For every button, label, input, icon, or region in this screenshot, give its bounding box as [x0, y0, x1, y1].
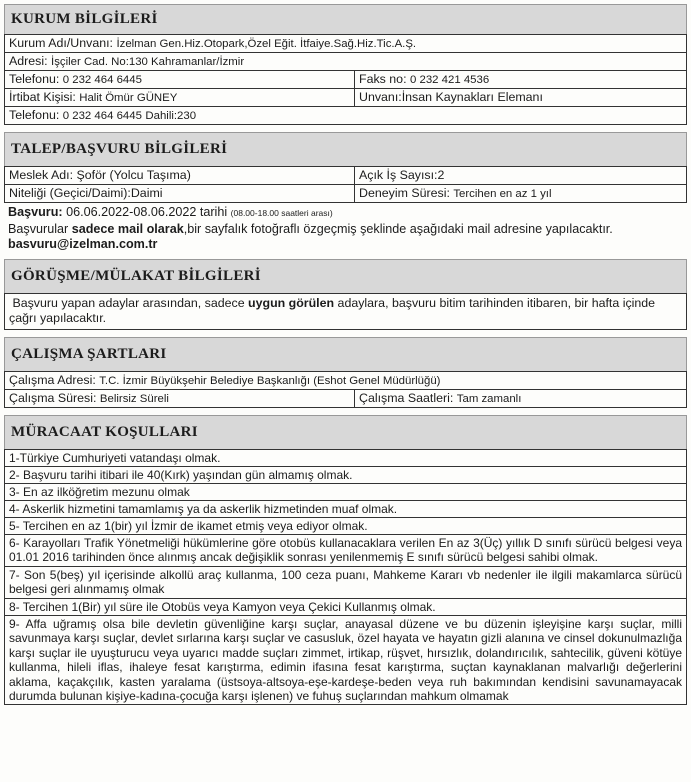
calisma-saat-value: Tam zamanlı [456, 392, 522, 405]
kurum-telefon2-value: 0 232 464 6445 [62, 110, 142, 122]
calisma-saat-cell [355, 389, 687, 407]
kurum-dahili-label: Dahili: [145, 110, 178, 122]
calisma-table [4, 371, 687, 408]
calisma-adres-value: T.C. İzmir Büyükşehir Belediye Başkanlığı (Eshot Genel Müdürlüğü) [99, 374, 441, 387]
section-title: MÜRACAAT KOŞULLARI [11, 423, 198, 440]
kurum-adres-label: Adresi: [9, 54, 48, 68]
mail-instruction-start: Başvurular [8, 221, 69, 236]
niteligi-label: Niteliği (Geçici/Daimi): [9, 186, 131, 200]
calisma-saat-label: Çalışma Saatleri: [359, 390, 454, 405]
job-posting-document [4, 4, 687, 780]
acik-is-label: Açık İş Sayısı: [359, 168, 438, 182]
deneyim-label: Deneyim Süresi: [359, 186, 450, 200]
section-title: GÖRÜŞME/MÜLAKAT BİLGİLERİ [11, 267, 261, 284]
kurum-irtibat-label: İrtibat Kişisi: [9, 90, 76, 104]
section-header-muracaat [4, 415, 687, 449]
condition-item: 8- Tercihen 1(Bir) yıl süre ile Otobüs veya Kamyon veya Çekici Kullanmış olmak. [5, 598, 687, 615]
gorusme-text-line2: çağrı yapılacaktır. [9, 310, 107, 325]
gorusme-text-cell [5, 293, 687, 329]
kurum-unvan-label: Unvanı: [359, 90, 402, 104]
gorusme-text-start: Başvuru yapan adaylar arasından, sadece [12, 295, 245, 310]
gorusme-text-bold: uygun görülen [248, 295, 335, 310]
section-title: KURUM BİLGİLERİ [11, 11, 158, 27]
kurum-dahili-value: 230 [177, 110, 197, 122]
deneyim-value: Tercihen en az 1 yıl [453, 188, 552, 200]
kurum-adres-row [5, 53, 687, 71]
gorusme-table [4, 293, 687, 330]
calisma-adres-label: Çalışma Adresi: [9, 372, 96, 387]
kurum-telefon-value: 0 232 464 6445 [62, 74, 142, 86]
condition-item: 5- Tercihen en az 1(bir) yıl İzmir de ikamet etmiş veya ediyor olmak. [5, 517, 687, 534]
meslek-value: Şoför (Yolcu Taşıma) [76, 168, 191, 182]
acik-is-cell [355, 167, 687, 185]
mail-address-link[interactable]: basvuru@izelman.com.tr [8, 237, 158, 251]
kurum-irtibat-cell [5, 89, 355, 107]
calisma-adres-row [5, 371, 687, 389]
meslek-label: Meslek Adı: [9, 168, 74, 182]
condition-item: 2- Başvuru tarihi itibari ile 40(Kırk) yaşından gün almamış olmak. [5, 466, 687, 483]
basvuru-info [4, 203, 687, 253]
condition-item: 6- Karayolları Trafik Yönetmeliği hükümlerine göre otobüs kullanacaklara verilen En az 3(Üç) yıllık D sınıfı sürücü belgesi veya 01.01 2016 tarihinden önce alınmış ancak değişiklik sonrası yenilenmemiş E sınıfı sürücü belgesi sahibi olmak. [5, 534, 687, 566]
gorusme-text-end: adaylara, başvuru bitim tarihinden itibaren, bir hafta içinde [337, 295, 656, 310]
meslek-cell [5, 167, 355, 185]
acik-is-value: 2 [437, 168, 445, 182]
niteligi-cell [5, 185, 355, 203]
kurum-faks-value: 0 232 421 4536 [409, 74, 490, 86]
condition-item: 9- Affa uğramış olsa bile devletin güvenliğine karşı suçlar, anayasal düzene ve bu düzenin işleyişine karşı suçlar, milli savunmaya karşı suçlar, devlet sırlarına karşı suçlar ve casusluk, özel hayata ve hayatın gizli alanına ve cinsel dokunulmazlığa karşı suçlar ile uyuşturucu veya uyarıcı madde suçları zimmet, irtikap, rüşvet, hırsızlık, dolandırıcılık, sahtecilik, güveni kötüye kullanma, hileli iflas, ihaleye fesat karıştırma, edimin ifasına fesat karıştırma, suçtan kaynaklanan malvarlığı değerlerini aklama, kaçakçılık, kasten yaralama (üstsoya-altsoya-eşe-kardeşe-beden veya ruh bakımından kendisini savunamayacak durumda bulunan kişiye-kadına-çocuğa karşı işlenen) ve fuhuş suçlarından mahkum olmamak [5, 615, 687, 705]
kurum-adi-value: İzelman Gen.Hiz.Otopark,Özel Eğit. İtfaiye.Sağ.Hiz.Tic.A.Ş. [116, 38, 417, 50]
condition-item: 3- En az ilköğretim mezunu olmak [5, 483, 687, 500]
kurum-unvan-value: İnsan Kaynakları Elemanı [401, 90, 543, 104]
condition-item: 7- Son 5(beş) yıl içerisinde alkollü araç kullanma, 100 ceza puanı, Mahkeme Kararı vb nedenler ile ilgili makamlarca sürücü belgesi geri alınmamış olmak [5, 566, 687, 598]
kurum-irtibat-value: Halit Ömür GÜNEY [79, 92, 178, 104]
section-header-talep [4, 132, 687, 166]
condition-item: 1-Türkiye Cumhuriyeti vatandaşı olmak. [5, 449, 687, 466]
talep-table [4, 166, 687, 203]
basvuru-dates: 06.06.2022-08.06.2022 tarihi [66, 205, 228, 219]
section-header-gorusme [4, 259, 687, 293]
kurum-table [4, 34, 687, 125]
basvuru-hours: (08.00-18.00 saatleri arası) [230, 208, 333, 218]
basvuru-line [8, 205, 683, 222]
calisma-sure-label: Çalışma Süresi: [9, 390, 97, 405]
kurum-faks-cell [355, 71, 687, 89]
kurum-unvan-cell [355, 89, 687, 107]
deneyim-cell [355, 185, 687, 203]
kurum-faks-label: Faks no: [359, 72, 407, 86]
niteligi-value: Daimi [130, 186, 163, 200]
mail-instruction-bold: sadece mail olarak [71, 221, 184, 236]
kurum-adi-row [5, 35, 687, 53]
section-title: ÇALIŞMA ŞARTLARI [11, 345, 167, 362]
condition-item: 4- Askerlik hizmetini tamamlamış ya da askerlik hizmetinden muaf olmak. [5, 500, 687, 517]
calisma-sure-cell [5, 389, 355, 407]
section-title: TALEP/BAŞVURU BİLGİLERİ [11, 141, 228, 157]
section-header-calisma [4, 337, 687, 371]
kurum-telefon2-label: Telefonu: [9, 108, 60, 122]
kurum-telefon-cell [5, 71, 355, 89]
section-header-kurum [4, 4, 687, 34]
calisma-sure-value: Belirsiz Süreli [99, 392, 169, 405]
basvuru-label: Başvuru: [8, 205, 63, 219]
kurum-adi-label: Kurum Adı/Unvanı: [9, 36, 113, 50]
mail-instruction-line [8, 222, 683, 238]
muracaat-table [4, 449, 687, 706]
kurum-adres-value: İşçiler Cad. No:130 Kahramanlar/İzmir [51, 56, 245, 68]
kurum-telefon-label: Telefonu: [9, 72, 60, 86]
kurum-telefon2-row [5, 107, 687, 125]
mail-instruction-end: ,bir sayfalık fotoğraflı özgeçmiş şeklinde aşağıdaki mail adresine yapılacaktır. [183, 221, 613, 236]
